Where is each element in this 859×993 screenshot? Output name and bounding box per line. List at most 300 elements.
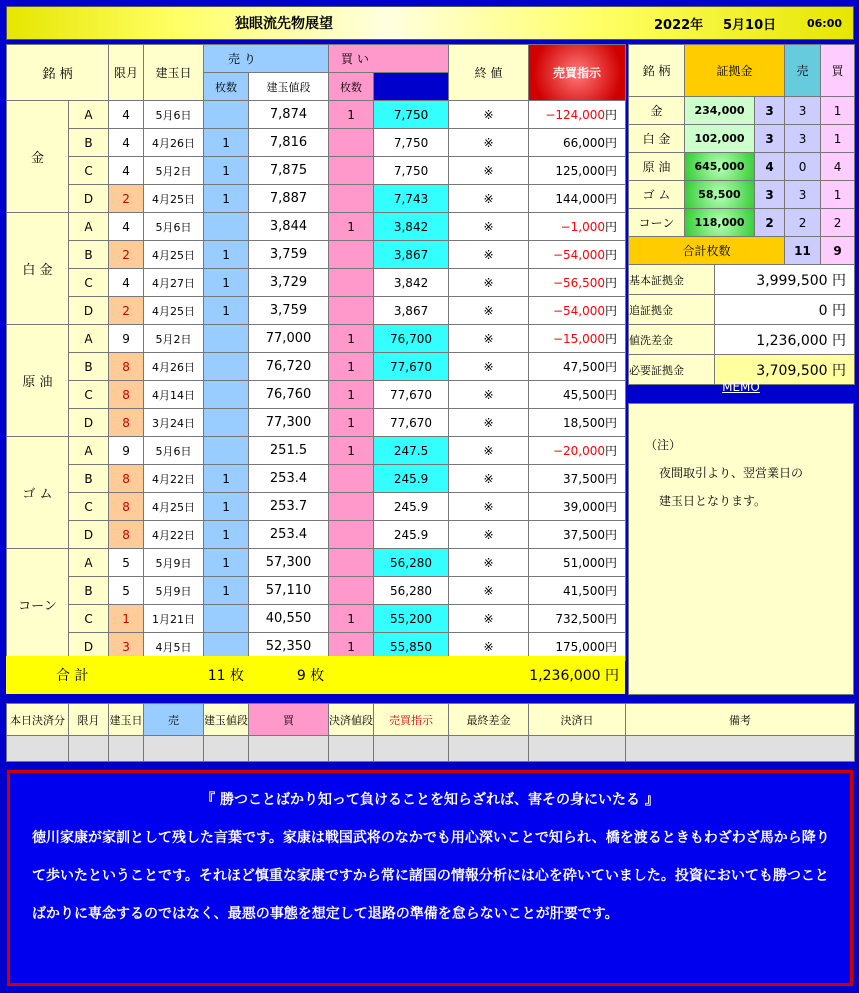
signal-cell: ※ — [449, 325, 529, 353]
yen-unit: 円 — [605, 388, 618, 402]
quote-title: 『 勝つことばかり知って負けることを知らざれば、害その身にいたる 』 — [201, 792, 659, 808]
group-name: 白 金 — [7, 213, 69, 325]
table-row — [7, 521, 626, 549]
row-label: A — [69, 549, 109, 577]
required-margin-value: 3,709,500 円 — [715, 355, 855, 385]
settle-col-4: 建玉値段 — [204, 704, 249, 736]
diff-cell — [529, 325, 626, 353]
date-cell: 4月25日 — [144, 297, 204, 325]
close-cell: 3,842 — [374, 213, 449, 241]
limit-cell: 4 — [109, 269, 144, 297]
price-cell: 3,844 — [249, 213, 329, 241]
diff-value: 18,500 — [563, 416, 606, 430]
price-cell: 7,816 — [249, 129, 329, 157]
side-sell: 0 — [785, 153, 821, 181]
close-cell: 55,850 — [374, 633, 449, 661]
table-row — [7, 241, 626, 269]
close-cell: 3,867 — [374, 241, 449, 269]
extra-margin-value: 0 円 — [715, 295, 855, 325]
close-cell: 245.9 — [374, 493, 449, 521]
row-label: D — [69, 521, 109, 549]
price-cell: 57,300 — [249, 549, 329, 577]
signal-cell: ※ — [449, 297, 529, 325]
col-open-date: 建玉日 — [144, 45, 204, 101]
sell-qty-cell — [204, 409, 249, 437]
col-buy-qty: 枚数 — [329, 73, 374, 101]
diff-value: −1,000 — [560, 220, 606, 234]
yen-unit: 円 — [605, 360, 618, 374]
buy-qty-cell: 1 — [329, 381, 374, 409]
yen-unit: 円 — [605, 472, 618, 486]
date-cell: 4月25日 — [144, 493, 204, 521]
close-cell: 247.5 — [374, 437, 449, 465]
side-buy: 1 — [821, 97, 855, 125]
diff-value: 37,500 — [563, 472, 606, 486]
buy-qty-cell — [329, 185, 374, 213]
row-label: B — [69, 577, 109, 605]
side-margin: 102,000 — [685, 125, 755, 153]
date-cell: 4月25日 — [144, 185, 204, 213]
diff-value: −54,000 — [552, 248, 606, 262]
side-margin: 58,500 — [685, 181, 755, 209]
price-cell: 76,720 — [249, 353, 329, 381]
signal-cell: ※ — [449, 241, 529, 269]
row-label: C — [69, 605, 109, 633]
settlement-table — [6, 703, 855, 762]
side-row — [629, 97, 855, 125]
row-label: B — [69, 241, 109, 269]
diff-cell — [529, 241, 626, 269]
diff-value: 45,500 — [563, 388, 606, 402]
group-name: 金 — [7, 101, 69, 213]
sell-qty-cell: 1 — [204, 157, 249, 185]
buy-qty-cell: 1 — [329, 437, 374, 465]
total-sell-unit: 枚 — [230, 668, 244, 684]
limit-cell: 2 — [109, 297, 144, 325]
sell-qty-cell — [204, 325, 249, 353]
buy-qty-cell — [329, 549, 374, 577]
diff-cell — [529, 353, 626, 381]
diff-label: 値洗差金 — [629, 325, 715, 355]
diff-cell — [529, 605, 626, 633]
signal-cell: ※ — [449, 269, 529, 297]
side-buy: 2 — [821, 209, 855, 237]
table-row — [7, 549, 626, 577]
diff-cell — [529, 157, 626, 185]
signal-cell: ※ — [449, 633, 529, 661]
limit-cell: 8 — [109, 521, 144, 549]
price-cell: 7,875 — [249, 157, 329, 185]
required-margin-label: 必要証拠金 — [629, 355, 715, 385]
settlement-summary — [628, 264, 855, 385]
limit-cell: 2 — [109, 185, 144, 213]
sell-qty-cell — [204, 605, 249, 633]
diff-cell — [529, 269, 626, 297]
app-title: 独眼流先物展望 — [235, 16, 333, 32]
side-row — [629, 125, 855, 153]
basic-margin-label: 基本証拠金 — [629, 265, 715, 295]
yen-unit: 円 — [605, 276, 618, 290]
sell-qty-cell: 1 — [204, 493, 249, 521]
close-cell: 7,750 — [374, 101, 449, 129]
table-row — [7, 353, 626, 381]
row-label: A — [69, 437, 109, 465]
row-label: C — [69, 381, 109, 409]
buy-qty-cell — [329, 157, 374, 185]
sell-qty-cell: 1 — [204, 297, 249, 325]
sell-qty-cell: 1 — [204, 241, 249, 269]
buy-qty-cell — [329, 493, 374, 521]
close-cell: 77,670 — [374, 353, 449, 381]
price-cell: 7,887 — [249, 185, 329, 213]
buy-qty-cell — [329, 297, 374, 325]
price-cell: 77,000 — [249, 325, 329, 353]
settle-col-0: 本日決済分 — [7, 704, 69, 736]
side-buy: 1 — [821, 181, 855, 209]
limit-cell: 8 — [109, 493, 144, 521]
diff-value: 144,000 — [555, 192, 606, 206]
yen-unit: 円 — [605, 136, 618, 150]
yen-unit: 円 — [605, 528, 618, 542]
buy-qty-cell — [329, 465, 374, 493]
date-cell: 4月22日 — [144, 465, 204, 493]
signal-cell: ※ — [449, 129, 529, 157]
side-col-margin: 証拠金 — [685, 45, 785, 97]
date-cell: 4月22日 — [144, 521, 204, 549]
col-brand: 銘 柄 — [7, 45, 109, 101]
col-sell: 売 り — [204, 45, 329, 73]
memo-note: （注） — [645, 438, 682, 452]
total-buy-unit: 枚 — [310, 668, 325, 684]
limit-cell: 4 — [109, 157, 144, 185]
yen-unit: 円 — [605, 584, 618, 598]
limit-cell: 5 — [109, 577, 144, 605]
settle-empty-cell — [449, 736, 529, 762]
price-cell: 77,300 — [249, 409, 329, 437]
diff-value: 732,500 — [555, 612, 606, 626]
yen-unit: 円 — [605, 248, 618, 262]
close-cell: 245.9 — [374, 521, 449, 549]
signal-cell: ※ — [449, 101, 529, 129]
settle-col-5: 買 — [249, 704, 329, 736]
settle-empty-cell — [374, 736, 449, 762]
buy-qty-cell: 1 — [329, 409, 374, 437]
side-margin: 234,000 — [685, 97, 755, 125]
diff-value: 125,000 — [555, 164, 606, 178]
buy-qty-cell — [329, 129, 374, 157]
table-row — [7, 325, 626, 353]
sell-qty-cell — [204, 437, 249, 465]
total-diff: 1,236,000 — [529, 668, 601, 684]
year-label: 2022年 — [654, 17, 704, 33]
signal-cell: ※ — [449, 577, 529, 605]
memo-line-2: 建玉日となります。 — [659, 494, 767, 508]
close-cell: 56,280 — [374, 549, 449, 577]
settle-empty-cell — [626, 736, 855, 762]
price-cell: 3,759 — [249, 297, 329, 325]
date-cell: 5月6日 — [144, 437, 204, 465]
diff-cell — [529, 213, 626, 241]
col-buy: 買 い — [329, 45, 449, 73]
buy-qty-cell: 1 — [329, 353, 374, 381]
yen-unit: 円 — [605, 444, 618, 458]
buy-qty-cell: 1 — [329, 213, 374, 241]
quote-body: 徳川家康が家訓として残した言葉です。家康は戦国武将のなかでも用心深いことで知られ、橋を渡るときもわざわざ馬から降りて歩いたということです。それほど慎重な家康ですから常に諸国の情報分析には心を砕いていました。投資においても勝つことばかりに専念するのではなく、最悪の事態を想定して退路の準備を怠らないことが肝要です。 — [32, 830, 830, 922]
diff-value: 1,236,000 円 — [715, 325, 855, 355]
positions-table — [6, 44, 626, 661]
yen-unit: 円 — [605, 164, 618, 178]
table-row — [7, 157, 626, 185]
buy-qty-cell — [329, 521, 374, 549]
diff-cell — [529, 129, 626, 157]
total-row — [6, 656, 625, 694]
settle-empty-cell — [204, 736, 249, 762]
diff-cell — [529, 409, 626, 437]
diff-cell — [529, 185, 626, 213]
diff-cell — [529, 381, 626, 409]
row-label: C — [69, 269, 109, 297]
settle-col-7: 売買指示 — [374, 704, 449, 736]
table-row — [7, 269, 626, 297]
close-cell: 56,280 — [374, 577, 449, 605]
yen-unit: 円 — [605, 416, 618, 430]
row-label: A — [69, 213, 109, 241]
side-sell: 3 — [785, 181, 821, 209]
price-cell: 3,729 — [249, 269, 329, 297]
settle-col-10: 備考 — [626, 704, 855, 736]
side-total-buy: 9 — [821, 237, 855, 265]
date-cell: 5月2日 — [144, 157, 204, 185]
close-cell: 77,670 — [374, 409, 449, 437]
diff-cell — [529, 101, 626, 129]
side-buy: 4 — [821, 153, 855, 181]
row-label: D — [69, 633, 109, 661]
quote-panel — [7, 770, 853, 986]
side-brand: コーン — [629, 209, 685, 237]
side-total-label: 合計枚数 — [629, 237, 785, 265]
yen-unit: 円 — [605, 220, 618, 234]
signal-cell: ※ — [449, 185, 529, 213]
diff-value: 175,000 — [555, 640, 606, 654]
sell-qty-cell: 1 — [204, 577, 249, 605]
price-cell: 253.4 — [249, 521, 329, 549]
group-name: 原 油 — [7, 325, 69, 437]
close-cell: 3,842 — [374, 269, 449, 297]
price-cell: 76,760 — [249, 381, 329, 409]
side-row — [629, 153, 855, 181]
buy-qty-cell: 1 — [329, 633, 374, 661]
buy-qty-cell: 1 — [329, 325, 374, 353]
side-buy: 1 — [821, 125, 855, 153]
close-cell: 7,743 — [374, 185, 449, 213]
buy-qty-cell: 1 — [329, 101, 374, 129]
sell-qty-cell — [204, 353, 249, 381]
sell-qty-cell: 1 — [204, 465, 249, 493]
side-sell: 3 — [785, 125, 821, 153]
row-label: B — [69, 129, 109, 157]
price-cell: 52,350 — [249, 633, 329, 661]
limit-cell: 9 — [109, 437, 144, 465]
row-label: D — [69, 297, 109, 325]
diff-cell — [529, 493, 626, 521]
row-label: D — [69, 185, 109, 213]
settle-col-1: 限月 — [69, 704, 109, 736]
diff-value: 41,500 — [563, 584, 606, 598]
margin-table — [628, 44, 855, 265]
buy-qty-cell — [329, 269, 374, 297]
table-row — [7, 465, 626, 493]
settle-col-2: 建玉日 — [109, 704, 144, 736]
date-cell: 4月14日 — [144, 381, 204, 409]
sell-qty-cell: 1 — [204, 521, 249, 549]
settle-empty-cell — [144, 736, 204, 762]
row-label: C — [69, 493, 109, 521]
side-sell: 2 — [785, 209, 821, 237]
signal-cell: ※ — [449, 605, 529, 633]
diff-cell — [529, 521, 626, 549]
date-cell: 4月27日 — [144, 269, 204, 297]
col-limit: 限月 — [109, 45, 144, 101]
sell-qty-cell: 1 — [204, 185, 249, 213]
diff-value: −20,000 — [552, 444, 606, 458]
table-row — [7, 129, 626, 157]
table-row — [7, 437, 626, 465]
date-cell: 3月24日 — [144, 409, 204, 437]
row-label: B — [69, 465, 109, 493]
settle-empty-cell — [109, 736, 144, 762]
side-col-sell: 売 — [785, 45, 821, 97]
sell-qty-cell: 1 — [204, 129, 249, 157]
settle-empty-cell — [69, 736, 109, 762]
side-total-sell: 11 — [785, 237, 821, 265]
side-row — [629, 209, 855, 237]
close-cell: 55,200 — [374, 605, 449, 633]
buy-qty-cell — [329, 577, 374, 605]
diff-value: 37,500 — [563, 528, 606, 542]
diff-cell — [529, 549, 626, 577]
side-margin: 118,000 — [685, 209, 755, 237]
diff-value: 47,500 — [563, 360, 606, 374]
yen-unit: 円 — [605, 332, 618, 346]
close-cell: 3,867 — [374, 297, 449, 325]
yen-unit: 円 — [605, 612, 618, 626]
yen-unit: 円 — [605, 192, 618, 206]
signal-cell: ※ — [449, 521, 529, 549]
limit-cell: 4 — [109, 101, 144, 129]
buy-qty-cell — [329, 241, 374, 269]
row-label: B — [69, 353, 109, 381]
close-cell: 76,700 — [374, 325, 449, 353]
date-cell: 5月9日 — [144, 549, 204, 577]
side-brand: 原 油 — [629, 153, 685, 181]
date-cell: 4月5日 — [144, 633, 204, 661]
signal-cell: ※ — [449, 353, 529, 381]
limit-cell: 8 — [109, 409, 144, 437]
memo-link[interactable]: MEMO — [722, 380, 760, 394]
limit-cell: 9 — [109, 325, 144, 353]
table-row — [7, 493, 626, 521]
row-label: C — [69, 157, 109, 185]
side-count: 3 — [755, 125, 785, 153]
close-cell: 77,670 — [374, 381, 449, 409]
table-row — [7, 213, 626, 241]
settle-col-8: 最終差金 — [449, 704, 529, 736]
signal-cell: ※ — [449, 493, 529, 521]
total-label: 合 計 — [6, 656, 143, 694]
side-count: 4 — [755, 153, 785, 181]
date-cell: 4月26日 — [144, 129, 204, 157]
row-label: D — [69, 409, 109, 437]
limit-cell: 5 — [109, 549, 144, 577]
diff-cell — [529, 297, 626, 325]
total-yen: 円 — [605, 668, 619, 684]
yen-unit: 円 — [605, 500, 618, 514]
total-buy-count: 9 — [296, 668, 306, 684]
extra-margin-label: 追証拠金 — [629, 295, 715, 325]
date-cell: 4月25日 — [144, 241, 204, 269]
settle-empty-cell — [249, 736, 329, 762]
basic-margin-value: 3,999,500 円 — [715, 265, 855, 295]
diff-value: −56,500 — [552, 276, 606, 290]
sell-qty-cell: 1 — [204, 269, 249, 297]
limit-cell: 1 — [109, 605, 144, 633]
table-row — [7, 605, 626, 633]
signal-cell: ※ — [449, 549, 529, 577]
diff-value: −15,000 — [552, 332, 606, 346]
yen-unit: 円 — [605, 108, 618, 122]
side-count: 3 — [755, 181, 785, 209]
table-row — [7, 577, 626, 605]
limit-cell: 4 — [109, 129, 144, 157]
table-row — [7, 381, 626, 409]
side-margin: 645,000 — [685, 153, 755, 181]
diff-cell — [529, 437, 626, 465]
memo-line-1: 夜間取引より、翌営業日の — [659, 466, 804, 480]
table-row — [7, 101, 626, 129]
signal-cell: ※ — [449, 157, 529, 185]
table-row — [7, 185, 626, 213]
limit-cell: 4 — [109, 213, 144, 241]
price-cell: 3,759 — [249, 241, 329, 269]
title-bar — [6, 6, 854, 40]
side-col-buy: 買 — [821, 45, 855, 97]
signal-cell: ※ — [449, 381, 529, 409]
diff-value: 66,000 — [563, 136, 606, 150]
signal-cell: ※ — [449, 409, 529, 437]
settle-empty-cell — [7, 736, 69, 762]
close-cell: 245.9 — [374, 465, 449, 493]
yen-unit: 円 — [605, 640, 618, 654]
col-signal: 売買指示 — [529, 45, 626, 101]
close-cell: 7,750 — [374, 157, 449, 185]
side-total-row — [629, 237, 855, 265]
diff-value: 39,000 — [563, 500, 606, 514]
settle-empty-cell — [529, 736, 626, 762]
side-col-brand: 銘 柄 — [629, 45, 685, 97]
settle-col-6: 決済値段 — [329, 704, 374, 736]
limit-cell: 8 — [109, 381, 144, 409]
close-cell: 7,750 — [374, 129, 449, 157]
table-row — [7, 297, 626, 325]
price-cell: 253.7 — [249, 493, 329, 521]
date-cell: 5月2日 — [144, 325, 204, 353]
date-cell: 5月6日 — [144, 101, 204, 129]
price-cell: 251.5 — [249, 437, 329, 465]
side-brand: 白 金 — [629, 125, 685, 153]
side-row — [629, 181, 855, 209]
settle-empty-cell — [329, 736, 374, 762]
diff-value: −124,000 — [545, 108, 606, 122]
